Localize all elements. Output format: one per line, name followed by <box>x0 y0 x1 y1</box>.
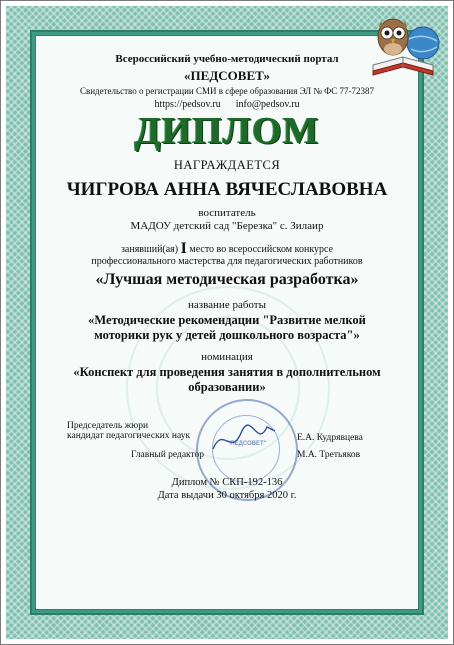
chair-title <box>67 421 190 441</box>
issue-date: Дата выдачи 30 октября 2020 г. <box>157 490 297 501</box>
registration-info: Свидетельство о регистрации СМИ в сфере образования ЭЛ № ФС 77-72387 <box>79 86 375 96</box>
portal-title: «ПЕДСОВЕТ» <box>184 68 270 83</box>
chair-name: Е.А. Кудрявцева <box>297 433 363 443</box>
place-prefix: занявший(ая) <box>120 244 179 255</box>
work-title-line2: моторики рук у детей дошкольного возраста"» <box>94 328 360 342</box>
site-link: https://pedsov.ru <box>154 99 221 110</box>
stamp-label: "ПЕДСОВЕТ" <box>227 441 267 447</box>
recipient-name: ЧИГРОВА АННА ВЯЧЕСЛАВОВНА <box>66 179 388 200</box>
nomination-line2: образовании» <box>188 380 266 394</box>
recipient-position: воспитатель <box>198 207 256 219</box>
diploma-title: ДИПЛОМ <box>134 110 320 152</box>
nomination-title <box>1 365 453 395</box>
work-label: название работы <box>188 299 266 311</box>
work-title <box>1 313 453 343</box>
place-suffix: место во всероссийском конкурсе <box>189 244 334 255</box>
email-link: info@pedsov.ru <box>235 99 300 110</box>
diploma-number: Диплом № СКП-192-136 <box>171 477 283 488</box>
work-title-line1: «Методические рекомендации "Развитие мелкой <box>88 313 366 327</box>
nomination-line1: «Конспект для проведения занятия в дополнительном <box>73 365 381 379</box>
contest-name: «Лучшая методическая разработка» <box>95 271 359 288</box>
chair-title-line1: Председатель жюри <box>67 421 149 431</box>
editor-name: М.А. Третьяков <box>297 450 361 460</box>
editor-title: Главный редактор <box>131 450 205 460</box>
signature-scribble-icon <box>209 419 279 459</box>
contest-description: профессионального мастерства для педагогических работников <box>91 256 363 267</box>
awarded-label: НАГРАЖДАЕТСЯ <box>173 158 281 172</box>
place-number: I <box>180 240 187 257</box>
chair-title-line2: кандидат педагогических наук <box>67 431 191 441</box>
portal-name: Всероссийский учебно-методический портал <box>115 53 339 65</box>
recipient-organization: МАДОУ детский сад "Березка" с. Зилаир <box>130 220 324 232</box>
nomination-label: номинация <box>201 351 253 363</box>
